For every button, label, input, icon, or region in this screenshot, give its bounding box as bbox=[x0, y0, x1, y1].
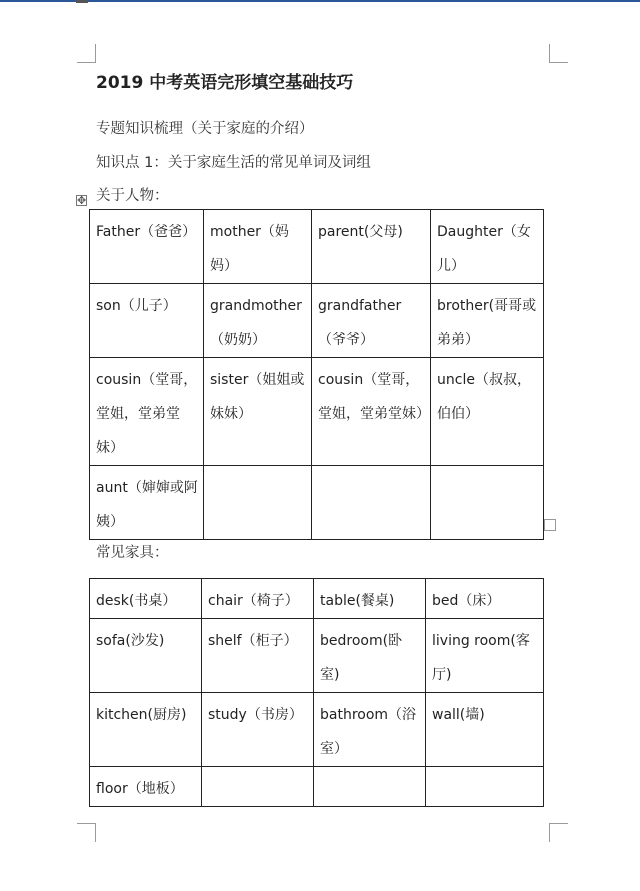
margin-corner-bottom-left bbox=[77, 823, 96, 842]
table-row bbox=[90, 619, 544, 693]
table-cell[interactable]: floor（地板） bbox=[90, 767, 202, 807]
margin-corner-top-left bbox=[77, 44, 96, 63]
table-cell[interactable]: sofa(沙发) bbox=[90, 619, 202, 693]
table-cell[interactable]: aunt（婶婶或阿姨） bbox=[90, 466, 204, 540]
table-cell[interactable] bbox=[426, 767, 544, 807]
table-cell[interactable]: Daughter（女儿） bbox=[431, 210, 544, 284]
table-cell[interactable]: brother(哥哥或弟弟） bbox=[431, 284, 544, 358]
table-cell[interactable]: kitchen(厨房) bbox=[90, 693, 202, 767]
table-cell[interactable]: Father（爸爸） bbox=[90, 210, 204, 284]
table-cell[interactable]: table(餐桌) bbox=[314, 579, 426, 619]
table-cell[interactable] bbox=[202, 767, 314, 807]
ruler-marker bbox=[76, 0, 88, 3]
table-cell[interactable]: bed（床） bbox=[426, 579, 544, 619]
paragraph-knowledge-point: 知识点 1：关于家庭生活的常见单词及词组 bbox=[96, 155, 371, 171]
table-cell[interactable]: wall(墙) bbox=[426, 693, 544, 767]
document-title: 2019 中考英语完形填空基础技巧 bbox=[96, 73, 354, 93]
table-cell[interactable]: grandmother（奶奶） bbox=[204, 284, 312, 358]
table-cell[interactable] bbox=[312, 466, 431, 540]
window-top-accent-bar bbox=[0, 0, 640, 2]
table-cell[interactable] bbox=[314, 767, 426, 807]
table-row bbox=[90, 466, 544, 540]
table-cell[interactable]: bedroom(卧室) bbox=[314, 619, 426, 693]
table-cell[interactable] bbox=[431, 466, 544, 540]
paragraph-topic: 专题知识梳理（关于家庭的介绍） bbox=[96, 121, 314, 137]
margin-corner-top-right bbox=[549, 44, 568, 63]
table-cell[interactable]: shelf（柜子） bbox=[202, 619, 314, 693]
table-cell[interactable]: grandfather（爷爷） bbox=[312, 284, 431, 358]
table-move-handle-icon[interactable]: ✥ bbox=[77, 194, 87, 207]
table-cell[interactable]: cousin（堂哥，堂姐，堂弟堂妹） bbox=[90, 358, 204, 466]
table-row bbox=[90, 767, 544, 807]
people-table bbox=[89, 209, 544, 540]
table-row bbox=[90, 693, 544, 767]
table-cell[interactable]: cousin（堂哥，堂姐，堂弟堂妹） bbox=[312, 358, 431, 466]
paragraph-furniture-heading: 常见家具： bbox=[96, 545, 169, 561]
table-cell[interactable]: uncle（叔叔，伯伯） bbox=[431, 358, 544, 466]
table-cell[interactable]: son（儿子） bbox=[90, 284, 204, 358]
table-cell[interactable]: bathroom（浴室） bbox=[314, 693, 426, 767]
table-cell[interactable]: study（书房） bbox=[202, 693, 314, 767]
table-cell[interactable]: desk(书桌） bbox=[90, 579, 202, 619]
paragraph-people-heading: 关于人物： bbox=[96, 188, 169, 204]
table-row bbox=[90, 579, 544, 619]
furniture-table bbox=[89, 578, 544, 807]
table-row bbox=[90, 358, 544, 466]
table-cell[interactable] bbox=[204, 466, 312, 540]
table-cell[interactable]: mother（妈妈） bbox=[204, 210, 312, 284]
table-row bbox=[90, 210, 544, 284]
table-cell[interactable]: parent(父母) bbox=[312, 210, 431, 284]
table-resize-handle[interactable] bbox=[544, 519, 556, 531]
table-cell[interactable]: chair（椅子） bbox=[202, 579, 314, 619]
margin-corner-bottom-right bbox=[549, 823, 568, 842]
table-cell[interactable]: living room(客厅) bbox=[426, 619, 544, 693]
table-row bbox=[90, 284, 544, 358]
table-cell[interactable]: sister（姐姐或妹妹） bbox=[204, 358, 312, 466]
